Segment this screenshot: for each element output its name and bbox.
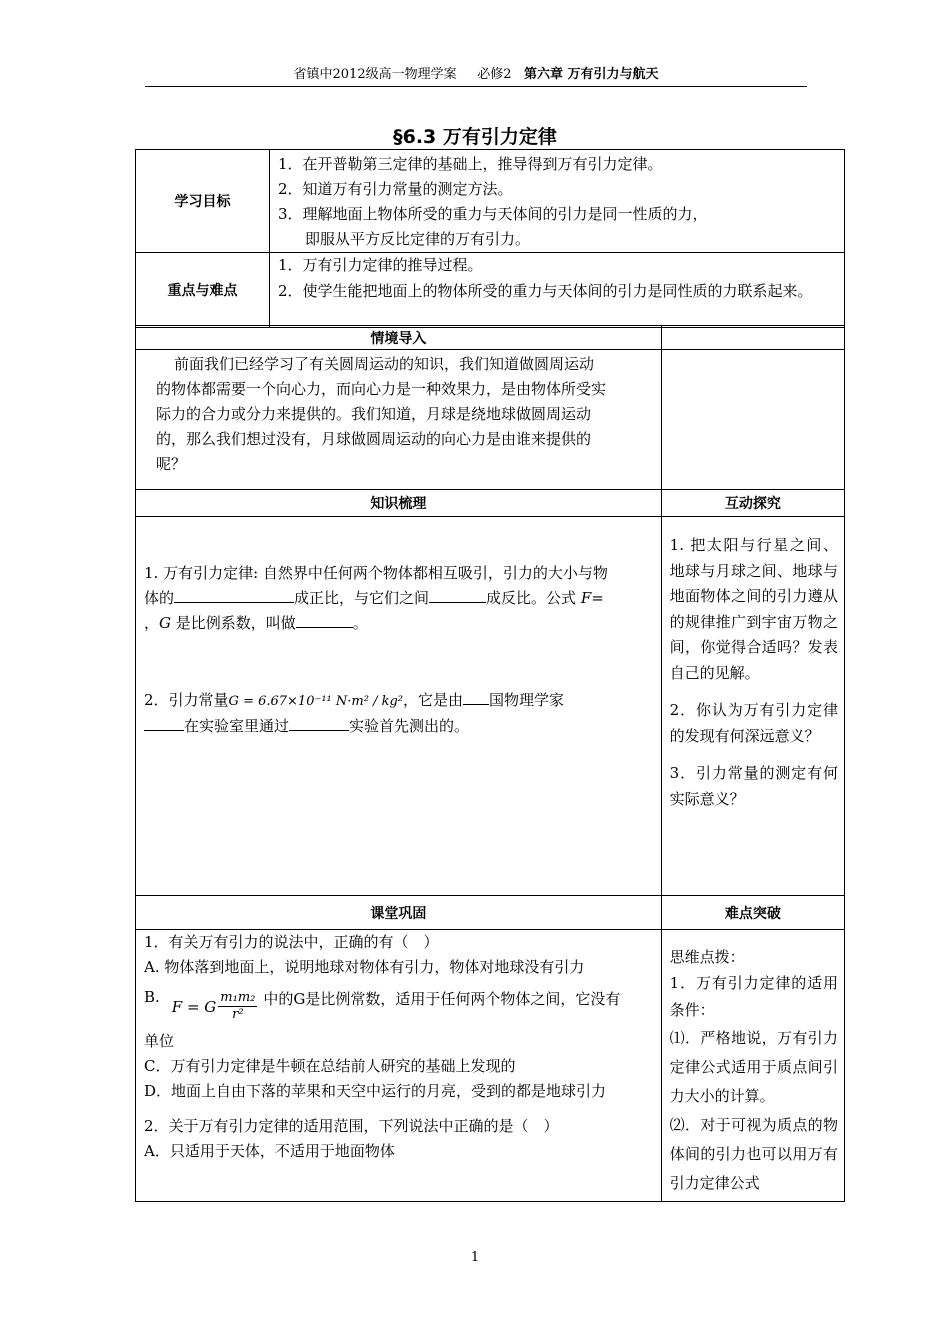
knowledge-p1-line2 bbox=[144, 586, 655, 611]
intro-line: 的，那么我们想过没有，月球做圆周运动的向心力是由谁来提供的 bbox=[156, 430, 592, 448]
blank bbox=[144, 714, 184, 731]
objective-item: 1．在开普勒第三定律的基础上，推导得到万有引力定律。 bbox=[278, 155, 663, 173]
formula-G: G = 6.67×10⁻¹¹ N·m² / kg² bbox=[228, 694, 403, 709]
keypoints-content bbox=[270, 253, 845, 328]
text: 实验首先测出的。 bbox=[349, 717, 470, 735]
intro-side-header bbox=[661, 326, 844, 350]
objective-item: 2．知道万有引力常量的测定方法。 bbox=[278, 180, 513, 198]
text: 国物理学家 bbox=[489, 691, 565, 709]
formula-F: F= bbox=[580, 589, 604, 607]
blank bbox=[429, 586, 486, 603]
numerator: m₁m₂ bbox=[220, 990, 256, 1005]
option-1c: C．万有引力定律是牛顿在总结前人研究的基础上发现的 bbox=[144, 1057, 516, 1075]
text: 。 bbox=[352, 614, 368, 632]
main-table bbox=[135, 325, 845, 1202]
intro-body bbox=[136, 350, 662, 490]
page-number: 1 bbox=[470, 1250, 480, 1265]
blank bbox=[296, 611, 353, 628]
text: 2．引力常量 bbox=[144, 691, 229, 709]
option-1b bbox=[144, 988, 655, 1023]
objectives-label: 学习目标 bbox=[136, 150, 270, 253]
page-title: §6.3 万有引力定律 bbox=[393, 126, 557, 148]
interactive-q1: 1. 把太阳与行星之间、地球与月球之间、地球与地面物体之间的引力遵从的规律推广到宇宙万物之间，你觉得合适吗？发表自己的见解。 bbox=[669, 536, 838, 682]
header-left: 省镇中2012级高一物理学案 bbox=[293, 67, 457, 82]
knowledge-heading: 知识梳理 bbox=[136, 490, 662, 517]
knowledge-p1: 1. 万有引力定律: 自然界中任何两个物体都相互吸引，引力的大小与物 bbox=[144, 564, 608, 582]
difficulty-line: 1．万有引力定律的适用条件： bbox=[669, 974, 838, 1019]
option-2a: A．只适用于天体，不适用于地面物体 bbox=[144, 1142, 395, 1160]
consolidation-heading: 课堂巩固 bbox=[136, 896, 662, 930]
text: ，它是由 bbox=[403, 691, 464, 709]
difficulty-line: 思维点拨： bbox=[669, 948, 745, 966]
keypoints-label: 重点与难点 bbox=[136, 253, 270, 328]
intro-line: 际力的合力或分力来提供的。我们知道，月球是绕地球做圆周运动 bbox=[156, 405, 592, 423]
blank bbox=[463, 688, 489, 705]
interactive-q3: 3．引力常量的测定有何实际意义？ bbox=[669, 764, 838, 808]
text: 是比例系数，叫做 bbox=[175, 614, 296, 632]
text: 成正比，与它们之间 bbox=[294, 589, 430, 607]
interactive-q2: 2．你认为万有引力定律的发现有何深远意义？ bbox=[669, 701, 838, 745]
interactive-body bbox=[661, 517, 844, 896]
question-2: 2．关于万有引力定律的适用范围，下列说法中正确的是（ ） bbox=[144, 1117, 559, 1135]
difficulty-line: ⑵．对于可视为质点的物体间的引力也可以用万有引力定律公式 bbox=[669, 1116, 838, 1192]
objectives-table bbox=[135, 149, 845, 328]
difficulty-heading: 难点突破 bbox=[661, 896, 844, 930]
interactive-heading: 互动探究 bbox=[661, 490, 844, 517]
objectives-content bbox=[270, 150, 845, 253]
keypoint-item: 2．使学生能把地面上的物体所受的重力与天体间的引力是同性质的力联系起来。 bbox=[278, 282, 813, 300]
intro-line: 前面我们已经学习了有关圆周运动的知识，我们知道做圆周运动 bbox=[174, 355, 595, 373]
formula-lhs: F = G bbox=[171, 997, 217, 1016]
text: 中的G是比例常数，适用于任何两个物体之间，它没有 bbox=[263, 990, 621, 1008]
text: 体的 bbox=[144, 589, 175, 607]
question-1: 1．有关万有引力的说法中，正确的有（ ） bbox=[144, 933, 439, 951]
difficulty-body bbox=[661, 930, 844, 1202]
option-1d: D．地面上自由下落的苹果和天空中运行的月亮，受到的都是地球引力 bbox=[144, 1082, 607, 1100]
knowledge-body bbox=[136, 517, 662, 896]
blank bbox=[289, 714, 349, 731]
fraction bbox=[218, 990, 257, 1023]
header-chapter: 第六章 万有引力与航天 bbox=[523, 67, 659, 82]
text: 成反比。公式 bbox=[486, 589, 577, 607]
gravity-formula bbox=[172, 990, 260, 1023]
consolidation-body bbox=[136, 930, 662, 1202]
difficulty-line: ⑴．严格地说，万有引力定律公式适用于质点间引力大小的计算。 bbox=[669, 1029, 838, 1105]
intro-line: 呢？ bbox=[156, 455, 187, 473]
symbol-G: G bbox=[159, 614, 171, 632]
blank bbox=[174, 586, 294, 603]
text: 在实验室里通过 bbox=[184, 717, 290, 735]
option-1b-cont: 单位 bbox=[144, 1032, 175, 1050]
option-1a: A. 物体落到地面上，说明地球对物体有引力，物体对地球没有引力 bbox=[144, 958, 585, 976]
intro-heading: 情境导入 bbox=[136, 326, 662, 350]
text: ， bbox=[144, 614, 160, 632]
text: B. bbox=[144, 988, 160, 1006]
keypoint-item: 1．万有引力定律的推导过程。 bbox=[278, 256, 483, 274]
denominator: r² bbox=[232, 1007, 244, 1022]
knowledge-p2 bbox=[144, 688, 655, 714]
intro-line: 的物体都需要一个向心力，而向心力是一种效果力，是由物体所受实 bbox=[156, 380, 607, 398]
knowledge-p1-line3 bbox=[144, 611, 655, 636]
header-middle: 必修2 bbox=[477, 67, 512, 82]
page-header bbox=[145, 64, 807, 87]
knowledge-p2-line2 bbox=[144, 714, 655, 739]
objective-item: 即服从平方反比定律的万有引力。 bbox=[305, 230, 531, 248]
objective-item: 3．理解地面上物体所受的重力与天体间的引力是同一性质的力， bbox=[278, 205, 708, 223]
intro-side bbox=[661, 350, 844, 490]
